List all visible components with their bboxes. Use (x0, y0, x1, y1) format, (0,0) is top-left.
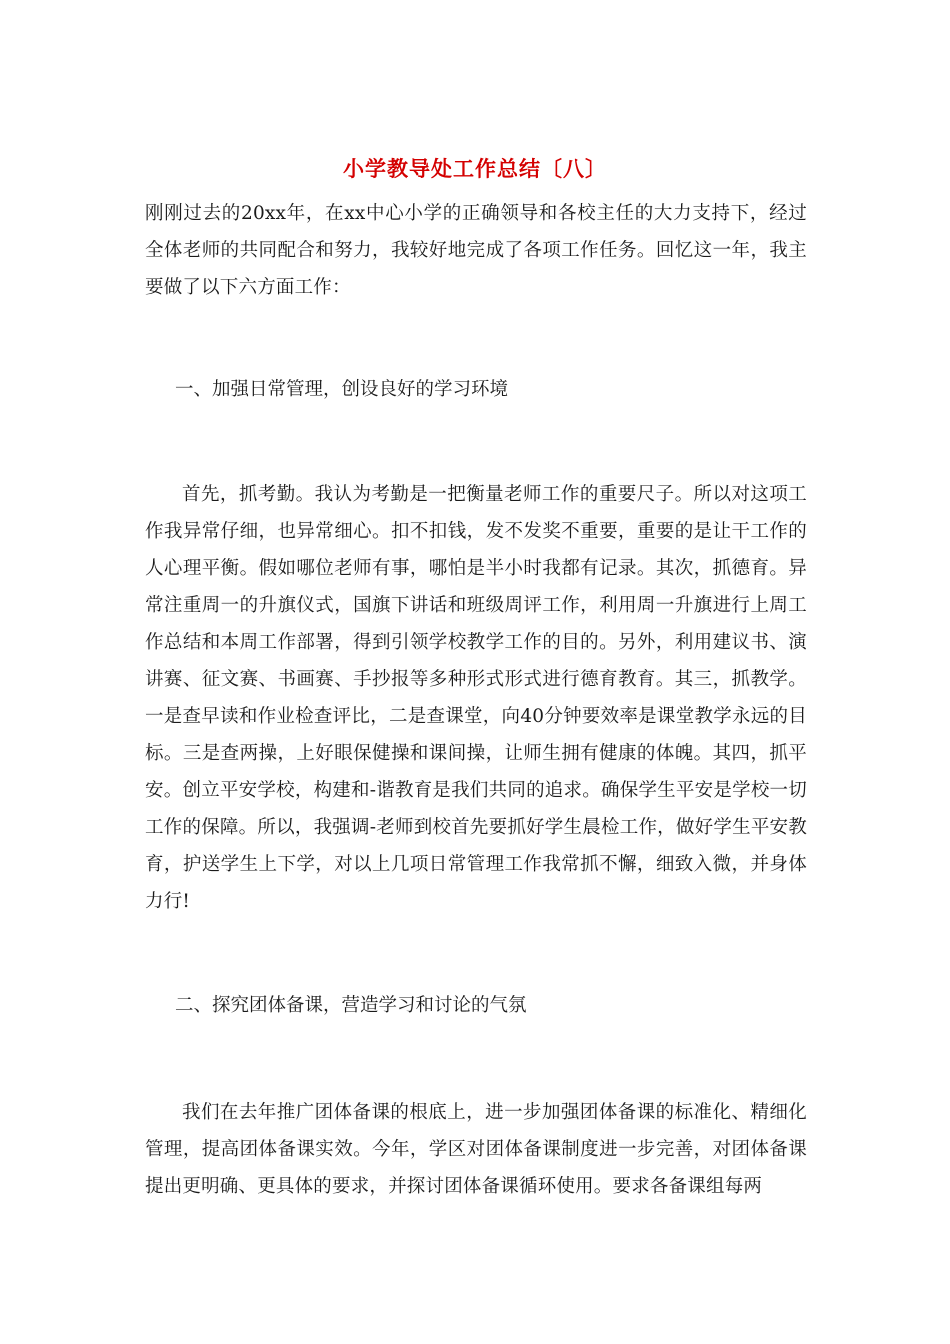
intro-paragraph: 刚刚过去的20xx年，在xx中心小学的正确领导和各校主任的大力支持下，经过全体老师的共同配合和努力，我较好地完成了各项工作任务。回忆这一年，我主要做了以下六方面工作： (145, 203, 807, 298)
section-2-paragraph: 我们在去年推广团体备课的根底上，进一步加强团体备课的标准化、精细化管理，提高团体备课实效。今年，学区对团体备课制度进一步完善，对团体备课提出更明确、更具体的要求，并探讨团体备课循环使用。要求各备课组每两 (145, 1102, 807, 1197)
section-1-paragraph: 首先，抓考勤。我认为考勤是一把衡量老师工作的重要尺子。所以对这项工作我异常仔细，也异常细心。扣不扣钱，发不发奖不重要，重要的是让干工作的人心理平衡。假如哪位老师有事，哪怕是半小时我都有记录。其次，抓德育。异常注重周一的升旗仪式，国旗下讲话和班级周评工作，利用周一升旗进行上周工作总结和本周工作部署，得到引领学校教学工作的目的。另外，利用建议书、演讲赛、征文赛、书画赛、手抄报等多种形式形式进行德育教育。其三，抓教学。一是查早读和作业检查评比，二是查课堂，向40分钟要效率是课堂教学永远的目标。三是查两操，上好眼保健操和课间操，让师生拥有健康的体魄。其四，抓平安。创立平安学校，构建和-谐教育是我们共同的追求。确保学生平安是学校一切工作的保障。所以，我强调-老师到校首先要抓好学生晨检工作，做好学生平安教育，护送学生上下学，对以上几项日常管理工作我常抓不懈，细致入微，并身体力行! (145, 484, 807, 912)
section-1-heading: 一、加强日常管理，创设良好的学习环境 (175, 379, 509, 400)
section-2-heading: 二、探究团体备课，营造学习和讨论的气氛 (175, 995, 527, 1016)
document-title: 小学教导处工作总结〔八〕 (343, 156, 607, 181)
